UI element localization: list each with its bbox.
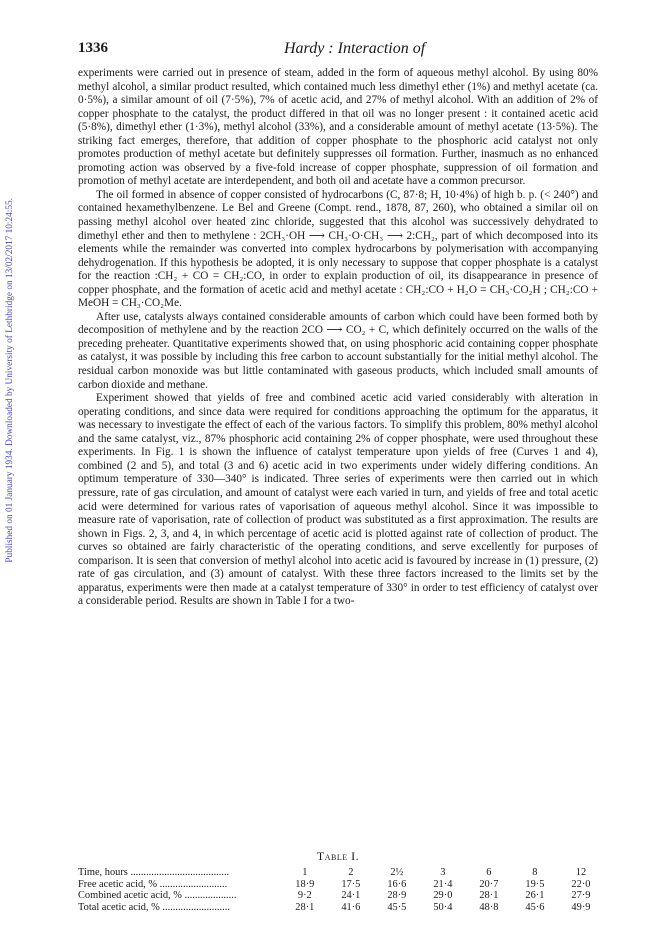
table-cell: 16·6 [387,878,407,890]
table-cell: 28·1 [479,890,499,902]
table-cell: 2 [348,867,354,878]
table-cell: 1 [302,867,308,878]
table-row [78,867,604,879]
table-cell: 12 [575,867,587,878]
table-cell: 21·4 [433,878,453,890]
table-cell: 41·6 [341,901,361,913]
table-cell: 18·9 [295,878,315,890]
table-cell: 17·5 [341,878,361,890]
row-label: Combined acetic acid, % .................... [78,890,237,902]
paragraph: experiments were carried out in presence of steam, added in the form of aqueous methyl alcohol. By using 80% methyl alcohol, a similar product resulted, which contained much less dimethyl ether (1%) and methyl acetate (ca. 0·5%), a similar amount of oil (7·5%), 7% of acetic acid, and 27% of methyl alcohol. With an addition of 2% of copper phosphate to the catalyst, the product differed in that oil was no longer present : it contained acetic acid (5·8%), dimethyl ether (1·3%), methyl alcohol (33%), and a considerable amount of methyl acetate (13·5%). The striking fact emerges, therefore, that addition of copper phosphate to the phosphoric acid catalyst not only promotes production of methyl acetate but definitely suppresses oil formation. Further, inasmuch as no enhanced promoting action was observed by a five-fold increase of copper phosphate, suppression of oil formation and promotion of methyl acetate are interdependent, and both oil and acetate have a common precursor. [78,67,598,188]
table-cell: 50·4 [433,901,453,913]
page-header [78,40,598,60]
table-cell: 48·8 [479,901,499,913]
download-watermark [2,150,18,610]
table-row [78,890,604,902]
paragraph: Experiment showed that yields of free and combined acetic acid varied considerably with alteration in operating conditions, and since data were required for conditions approaching the optimum for the apparatus, it was necessary to investigate the effect of each of the various factors. To simplify this problem, 80% methyl alcohol and the same catalyst, viz., 87% phosphoric acid containing 2% of copper phosphate, were used throughout these experiments. In Fig. 1 is shown the influence of catalyst temperature upon yields of free (Curves 1 and 4), combined (2 and 5), and total (3 and 6) acetic acid in two experiments under widely differing conditions. An optimum temperature of 330—340° is indicated. Three series of experiments were then carried out in which pressure, rate of gas circulation, and amount of catalyst were each varied in turn, and yields of free and total acetic acid were determined for various rates of vaporisation of aqueous methyl alcohol. Since it was impossible to measure rate of vaporisation, rate of collection of product was substituted as a first approximation. The results are shown in Figs. 2, 3, and 4, in which percentage of acetic acid is plotted against rate of collection of product. The curves so obtained are fairly characteristic of the operating conditions, and serve excellently for purposes of comparison. It is seen that conversion of methyl alcohol into acetic acid is favoured by increase in (1) pressure, (2) rate of gas circulation, and (3) amount of catalyst. With these three factors increased to the limits set by the apparatus, experiments were then made at a catalyst temperature of 330° in order to test efficiency of catalyst over a considerable period. Results are shown in Table I for a two- [78,392,598,608]
table-cell: 9·2 [297,890,312,902]
table-cell: 45·6 [525,901,545,913]
table-cell: 3 [440,867,446,878]
paragraph: The oil formed in absence of copper consisted of hydrocarbons (C, 87·8; H, 10·4%) of high b. p. (< 240°) and contained hexamethylbenzene. Le Bel and Greene (Compt. rend., 1878, 87, 260), who obtained a similar oil on passing methyl alcohol over heated zinc chloride, suggested that this alcohol was successively dehydrated to dimethyl ether and then to methylene : 2CH₃·OH ⟶ CH₃·O·CH₃ ⟶ 2:CH₂, part of which decomposed into its elements while the remainder was converted into complex hydrocarbons by polymerisation with accompanying dehydrogenation. If this hypothesis be adopted, it is only necessary to suppose that copper phosphate is a catalyst for the reaction :CH₂ + CO = CH₂:CO, in order to explain production of oil, its disappearance in presence of copper phosphate, and the formation of acetic acid and methyl acetate : CH₂:CO + H₂O = CH₃·CO₂H ; CH₂:CO + MeOH = CH₃·CO₂Me. [78,188,598,310]
row-label: Total acetic acid, % .......................... [78,901,230,913]
table-cell: 6 [486,867,492,878]
table-cell: 28·1 [295,901,315,913]
data-table [78,867,604,913]
paragraph: After use, catalysts always contained considerable amounts of carbon which could have been formed both by decomposition of methylene and by the reaction 2CO ⟶ CO₂ + C, which definitely occurred on the walls of the preceding preheater. Quantitative experiments showed that, on using phosphoric acid containing copper phosphate as catalyst, it was possible by including this free carbon to account substantially for the initial methyl alcohol. The residual carbon monoxide was but little contaminated with gaseous products, which included small amounts of carbon dioxide and methane. [78,310,598,391]
table-cell: 19·5 [525,878,545,890]
table-title: Table I. [316,849,360,863]
table-row [78,902,604,914]
table-cell: 24·1 [341,890,361,902]
table-cell: 28·9 [387,890,407,902]
table-cell: 29·0 [433,890,453,902]
table-cell: 49·9 [571,901,591,913]
download-watermark-text: Published on 01 January 1934. Downloaded by University of Lethbridge on 13/02/2017 10:24:55. [5,197,15,563]
table-cell: 2½ [390,867,404,878]
article-body [78,67,598,609]
table-row [78,879,604,891]
table-cell: 20·7 [479,878,499,890]
table-cell: 26·1 [525,890,545,902]
running-title: Hardy : Interaction of [284,40,426,57]
table-cell: 27·9 [571,890,591,902]
row-label: Time, hours ...................................... [78,867,230,878]
table-cell: 45·5 [387,901,407,913]
table-cell: 22·0 [571,878,591,890]
table-cell: 8 [532,867,538,878]
page-number: 1336 [78,40,108,56]
row-label: Free acetic acid, % .......................... [78,878,228,890]
